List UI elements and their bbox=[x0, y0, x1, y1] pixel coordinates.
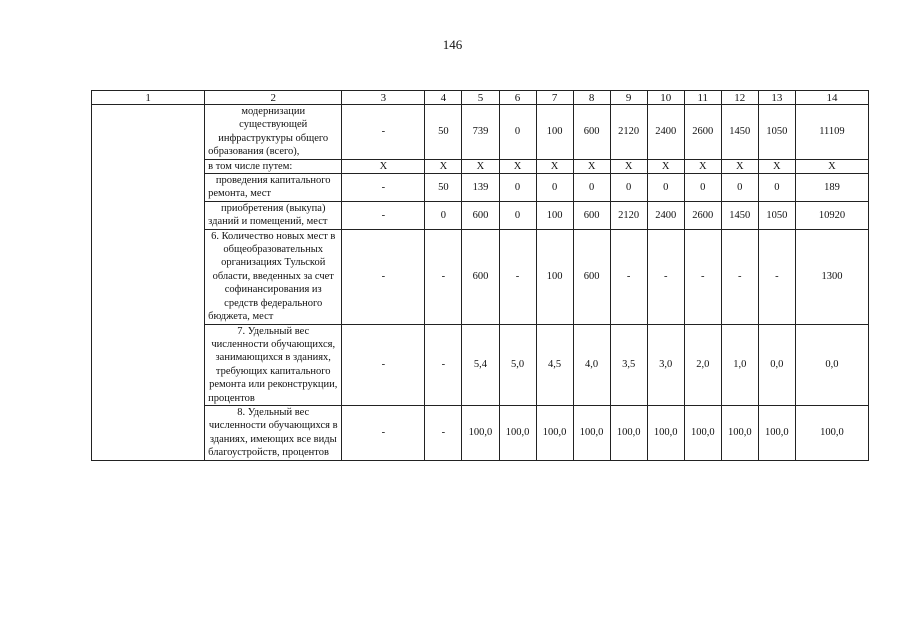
table-cell: - bbox=[684, 229, 721, 324]
table-cell: 100,0 bbox=[536, 405, 573, 460]
indicators-table bbox=[91, 90, 869, 461]
table-cell: - bbox=[721, 229, 758, 324]
table-cell: 100,0 bbox=[610, 405, 647, 460]
table-cell: 100,0 bbox=[758, 405, 795, 460]
table-cell: X bbox=[647, 159, 684, 173]
table-cell: 50 bbox=[425, 105, 462, 160]
column-header: 11 bbox=[684, 91, 721, 105]
table-cell: 0 bbox=[610, 174, 647, 202]
table-cell: 0,0 bbox=[795, 324, 868, 405]
table-cell: 5,0 bbox=[499, 324, 536, 405]
table-cell: - bbox=[499, 229, 536, 324]
table-cell: 100 bbox=[536, 105, 573, 160]
table-row bbox=[92, 174, 869, 202]
table-cell: X bbox=[342, 159, 425, 173]
table-cell: - bbox=[425, 229, 462, 324]
row-description: модернизации существующей инфраструктуры общего образования (всего), bbox=[205, 105, 342, 160]
table-cell: 100,0 bbox=[647, 405, 684, 460]
table-cell: 50 bbox=[425, 174, 462, 202]
table-cell: 0 bbox=[499, 174, 536, 202]
table-cell: 100,0 bbox=[795, 405, 868, 460]
table-cell: - bbox=[342, 174, 425, 202]
table-cell: 1050 bbox=[758, 201, 795, 229]
row-description: в том числе путем: bbox=[205, 159, 342, 173]
column-header: 9 bbox=[610, 91, 647, 105]
table-cell: 2400 bbox=[647, 201, 684, 229]
table-cell: - bbox=[425, 324, 462, 405]
table-cell: 100,0 bbox=[573, 405, 610, 460]
row-description: приобретения (выкупа) зданий и помещений, мест bbox=[205, 201, 342, 229]
table-cell: 600 bbox=[573, 105, 610, 160]
header-row bbox=[92, 91, 869, 105]
table-row bbox=[92, 229, 869, 324]
table-cell: X bbox=[425, 159, 462, 173]
table-cell: 1300 bbox=[795, 229, 868, 324]
table-cell: - bbox=[342, 405, 425, 460]
table-cell: X bbox=[462, 159, 499, 173]
table-cell: 100 bbox=[536, 229, 573, 324]
table-cell: 2120 bbox=[610, 201, 647, 229]
table-cell: 10920 bbox=[795, 201, 868, 229]
table-cell: 0 bbox=[721, 174, 758, 202]
table-cell: 600 bbox=[462, 229, 499, 324]
table-row bbox=[92, 105, 869, 160]
table-cell: 11109 bbox=[795, 105, 868, 160]
row-description: 7. Удельный вес численности обучающихся, занимающихся в зданиях, требующих капитального ремонта или реконструкции, процентов bbox=[205, 324, 342, 405]
table-cell: 4,5 bbox=[536, 324, 573, 405]
table-cell: - bbox=[342, 105, 425, 160]
column-header: 4 bbox=[425, 91, 462, 105]
column-header: 13 bbox=[758, 91, 795, 105]
column-header: 1 bbox=[92, 91, 205, 105]
table-row bbox=[92, 159, 869, 173]
table-row bbox=[92, 201, 869, 229]
table-cell: 2,0 bbox=[684, 324, 721, 405]
row-description: 8. Удельный вес численности обучающихся в зданиях, имеющих все виды благоустройств, процентов bbox=[205, 405, 342, 460]
table-cell: 189 bbox=[795, 174, 868, 202]
table-cell: 739 bbox=[462, 105, 499, 160]
table-cell: 600 bbox=[462, 201, 499, 229]
table-cell: 1050 bbox=[758, 105, 795, 160]
table-cell: 2400 bbox=[647, 105, 684, 160]
table-cell: 1450 bbox=[721, 201, 758, 229]
table-cell: 4,0 bbox=[573, 324, 610, 405]
table-cell: 2600 bbox=[684, 201, 721, 229]
table-cell: 3,0 bbox=[647, 324, 684, 405]
column-header: 10 bbox=[647, 91, 684, 105]
table-cell: 100,0 bbox=[721, 405, 758, 460]
table-cell: 0 bbox=[536, 174, 573, 202]
table-cell: X bbox=[536, 159, 573, 173]
table-cell: 600 bbox=[573, 229, 610, 324]
table-cell: 0 bbox=[573, 174, 610, 202]
table-cell: 600 bbox=[573, 201, 610, 229]
column-header: 3 bbox=[342, 91, 425, 105]
table-cell: 0 bbox=[425, 201, 462, 229]
table-cell: 2120 bbox=[610, 105, 647, 160]
table-cell: 0 bbox=[499, 105, 536, 160]
table-cell: 100 bbox=[536, 201, 573, 229]
table-cell: 0 bbox=[647, 174, 684, 202]
column-header: 8 bbox=[573, 91, 610, 105]
table-cell: X bbox=[499, 159, 536, 173]
table-cell: 100,0 bbox=[684, 405, 721, 460]
table-row bbox=[92, 405, 869, 460]
table-cell: 139 bbox=[462, 174, 499, 202]
table-cell: X bbox=[795, 159, 868, 173]
table-cell: 0 bbox=[499, 201, 536, 229]
table-cell: 3,5 bbox=[610, 324, 647, 405]
column-header: 14 bbox=[795, 91, 868, 105]
column-header: 7 bbox=[536, 91, 573, 105]
row-description: проведения капитального ремонта, мест bbox=[205, 174, 342, 202]
table-cell: X bbox=[758, 159, 795, 173]
page-number: 146 bbox=[442, 37, 463, 52]
table-cell: 1,0 bbox=[721, 324, 758, 405]
table-cell: 5,4 bbox=[462, 324, 499, 405]
column-header: 6 bbox=[499, 91, 536, 105]
table-cell: - bbox=[425, 405, 462, 460]
table-cell: - bbox=[758, 229, 795, 324]
merged-first-column-cell bbox=[92, 105, 205, 461]
table-row bbox=[92, 324, 869, 405]
table-cell: 0 bbox=[684, 174, 721, 202]
table-cell: - bbox=[342, 201, 425, 229]
table-cell: 0,0 bbox=[758, 324, 795, 405]
table-cell: 100,0 bbox=[462, 405, 499, 460]
table-cell: 1450 bbox=[721, 105, 758, 160]
column-header: 5 bbox=[462, 91, 499, 105]
table-cell: X bbox=[721, 159, 758, 173]
table-cell: 2600 bbox=[684, 105, 721, 160]
table-cell: X bbox=[684, 159, 721, 173]
table-cell: X bbox=[573, 159, 610, 173]
row-description: 6. Количество новых мест в общеобразовательных организациях Тульской области, введенных за счет софинансирования из средств федерального бюджета, мест bbox=[205, 229, 342, 324]
column-header: 12 bbox=[721, 91, 758, 105]
table-cell: - bbox=[342, 229, 425, 324]
table-cell: X bbox=[610, 159, 647, 173]
table-cell: 0 bbox=[758, 174, 795, 202]
column-header: 2 bbox=[205, 91, 342, 105]
table-cell: 100,0 bbox=[499, 405, 536, 460]
table-cell: - bbox=[647, 229, 684, 324]
table-cell: - bbox=[610, 229, 647, 324]
table-cell: - bbox=[342, 324, 425, 405]
